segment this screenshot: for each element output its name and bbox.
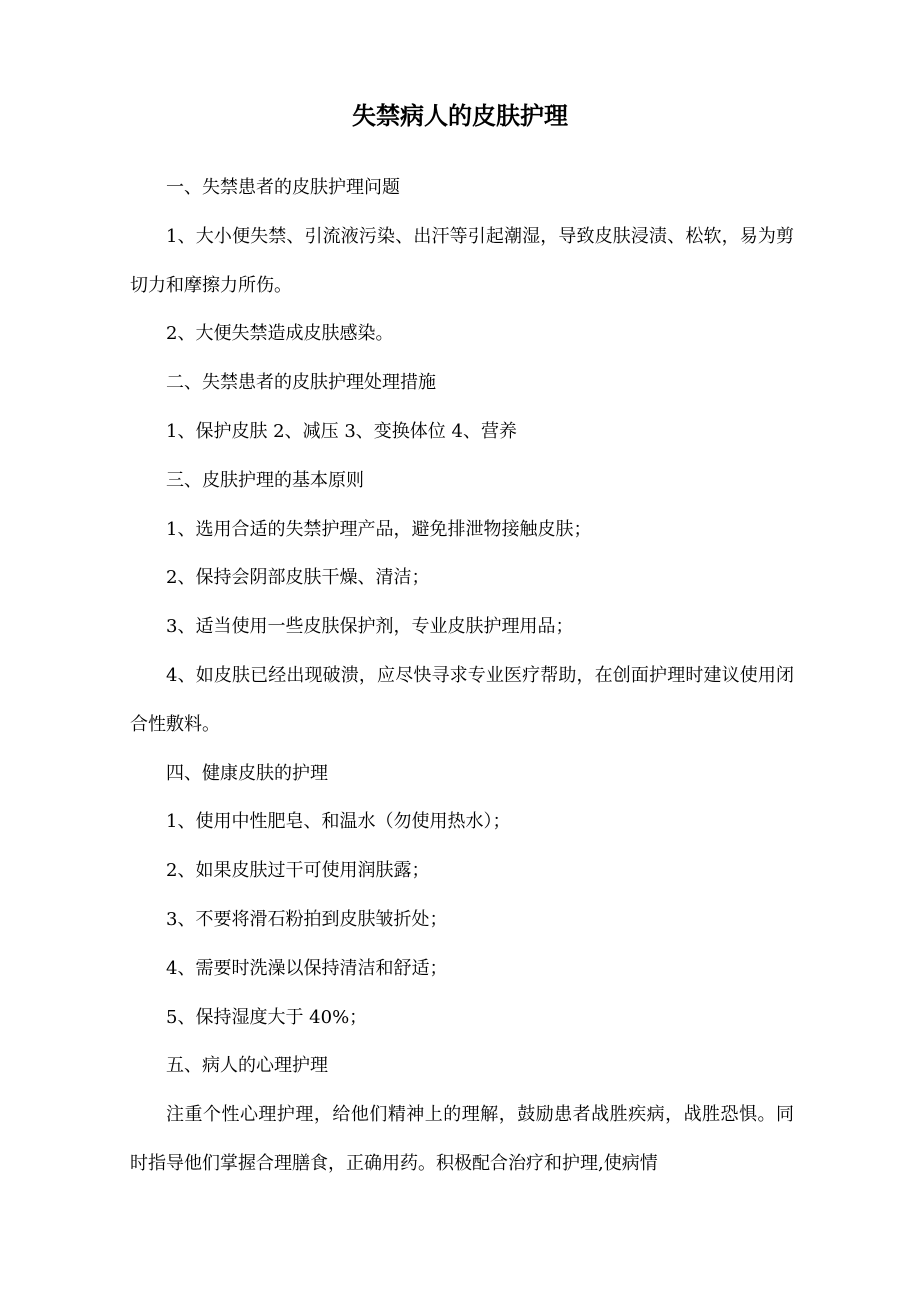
psychology-paragraph: 注重个性心理护理，给他们精神上的理解，鼓励患者战胜疾病，战胜恐惧。同时指导他们掌握合理膳食，正确用药。积极配合治疗和护理,使病情: [130, 1104, 794, 1174]
document-title: 失禁病人的皮肤护理: [352, 102, 568, 130]
list-item-problem-2: 2、大便失禁造成皮肤感染。: [166, 323, 394, 345]
list-item-healthy-4: 4、需要时洗澡以保持清洁和舒适；: [166, 957, 448, 979]
list-item-principle-2: 2、保持会阴部皮肤干燥、清洁；: [166, 567, 430, 589]
section-heading-psychology: 五、病人的心理护理: [166, 1055, 328, 1077]
list-item-principle-4: 4、如皮肤已经出现破溃，应尽快寻求专业医疗帮助，在创面护理时建议使用闭合性敷料。: [130, 664, 794, 735]
list-item-principle-3: 3、适当使用一些皮肤保护剂，专业皮肤护理用品；: [166, 616, 574, 638]
list-item-healthy-2: 2、如果皮肤过干可使用润肤露；: [166, 860, 430, 882]
section-heading-principles: 三、皮肤护理的基本原则: [166, 469, 364, 491]
section-heading-healthy-skin: 四、健康皮肤的护理: [166, 762, 328, 784]
list-item-problem-1: 1、大小便失禁、引流液污染、出汗等引起潮湿，导致皮肤浸渍、松软，易为剪切力和摩擦力所伤。: [130, 225, 794, 296]
list-item-healthy-3: 3、不要将滑石粉拍到皮肤皱折处；: [166, 908, 448, 930]
list-item-healthy-5: 5、保持湿度大于 40%；: [166, 1006, 368, 1028]
list-item-healthy-1: 1、使用中性肥皂、和温水（勿使用热水）；: [166, 811, 511, 833]
section-heading-problems: 一、失禁患者的皮肤护理问题: [166, 177, 400, 198]
list-item-measures: 1、保护皮肤 2、减压 3、变换体位 4、营养: [166, 420, 517, 442]
list-item-principle-1: 1、选用合适的失禁护理产品，避免排泄物接触皮肤；: [166, 518, 592, 540]
document-body: [130, 164, 794, 1189]
section-heading-measures: 二、失禁患者的皮肤护理处理措施: [166, 372, 436, 394]
